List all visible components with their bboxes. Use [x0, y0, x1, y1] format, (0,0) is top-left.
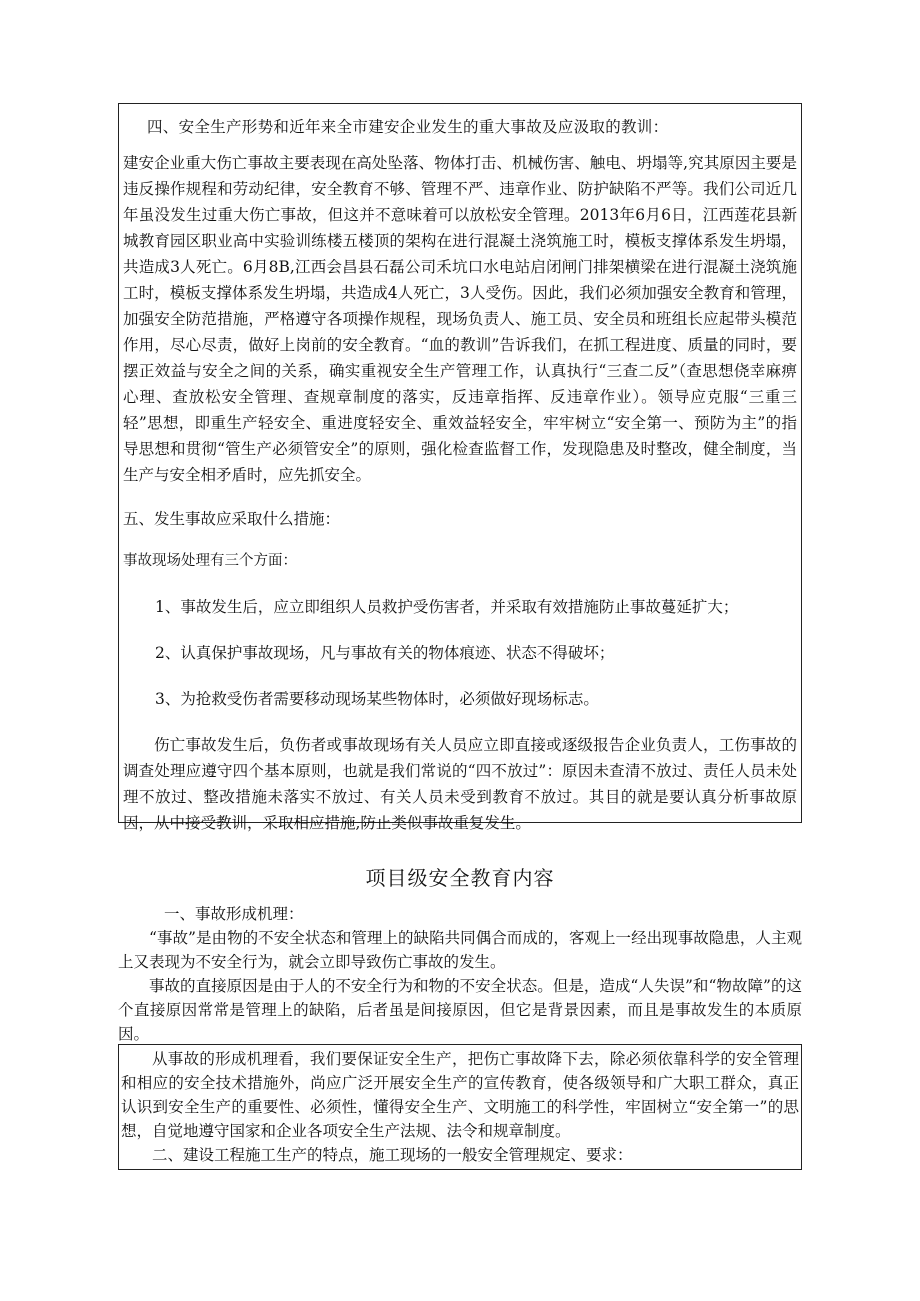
step-item: 1、事故发生后，应立即组织人员救护受伤害者，并采取有效措施防止事故蔓延扩大； — [155, 598, 739, 616]
document-title: 项目级安全教育内容 — [365, 866, 555, 890]
section-1-heading: 一、事故形成机理： — [164, 905, 304, 923]
lesson-box — [118, 103, 802, 832]
mechanism-paragraph-1: “事故”是由物的不安全状态和管理上的缺陷共同偶合而成的，客观上一经出现事故隐患，人主观上又表现为不安全行为，就会立即导致伤亡事故的发生。 — [118, 929, 802, 971]
mechanism-paragraph-2: 事故的直接原因是由于人的不安全行为和物的不安全状态。但是，造成“人失误”和“物故障”的这个直接原因常常是管理上的缺陷，后者虽是间接原因，但它是背景因素，而且是事故发生的本质原因。 — [118, 977, 802, 1043]
section-5-heading: 五、发生事故应采取什么措施： — [123, 510, 341, 528]
step-item: 2、认真保护事故现场，凡与事故有关的物体痕迹、状态不得破坏； — [155, 644, 615, 662]
step-item: 3、为抢救受伤者需要移动现场某些物体时，必须做好现场标志。 — [155, 690, 599, 708]
section-2-heading: 二、建设工程施工生产的特点，施工现场的一般安全管理规定、要求： — [152, 1146, 633, 1164]
section-4-heading: 四、安全生产形势和近年来全市建安企业发生的重大事故及应汲取的教训： — [147, 118, 669, 136]
four-no-release-paragraph: 伤亡事故发生后，负伤者或事故现场有关人员应立即直接或逐级报告企业负责人，工伤事故的调查处理应遵守四个基本原则，也就是我们常说的“四不放过”：原因未查清不放过、责任人员未处理不放过、整改措施未落实不放过、有关人员未受到教育不放过。其目的就是要认真分析事故原因，从中接受教训，采取相应措施,防止类似事故重复发生。 — [123, 736, 797, 832]
education-paragraph: 从事故的形成机理看，我们要保证安全生产，把伤亡事故降下去，除必须依靠科学的安全管理和相应的安全技术措施外，尚应广泛开展安全生产的宣传教育，使各级领导和广大职工群众，真正认识到安全生产的重要性、必须性，懂得安全生产、文明施工的科学性，牢固树立“安全第一”的思想，自觉地遵守国家和企业各项安全生产法规、法令和规章制度。 — [121, 1050, 799, 1140]
scene-handling-intro: 事故现场处理有三个方面： — [123, 553, 297, 569]
accident-lessons-paragraph: 建安企业重大伤亡事故主要表现在高处坠落、物体打击、机械伤害、触电、坍塌等,究其原因主要是违反操作规程和劳动纪律，安全教育不够、管理不严、违章作业、防护缺陷不严等。我们公司近几年虽没发生过重大伤亡事故，但这并不意味着可以放松安全管理。2013年6月6日，江西莲花县新城教育园区职业高中实验训练楼五楼顶的架构在进行混凝土浇筑施工时，模板支撑体系发生坍塌，共造成3人死亡。6月8B,江西会昌县石磊公司禾坑口水电站启闭闸门排架横梁在进行混凝土浇筑施工时，模板支撑体系发生坍塌，共造成4人死亡，3人受伤。因此，我们必须加强安全教育和管理，加强安全防范措施，严格遵守各项操作规程，现场负责人、施工员、安全员和班组长应起带头模范作用，尽心尽责，做好上岗前的安全教育。“血的教训”告诉我们，在抓工程进度、质量的同时，要摆正效益与安全之间的关系，确实重视安全生产管理工作，认真执行“三查二反”（查思想侥幸麻痹心理、查放松安全管理、查规章制度的落实，反违章指挥、反违章作业）。领导应克服“三重三轻”思想，即重生产轻安全、重进度轻安全、重效益轻安全，牢牢树立“安全第一、预防为主”的指导思想和贯彻“管生产必须管安全”的原则，强化检查监督工作，发现隐患及时整改，健全制度，当生产与安全相矛盾时，应先抓安全。 — [123, 154, 797, 484]
accident-mechanism-section — [118, 902, 802, 1046]
education-box — [118, 1044, 802, 1170]
